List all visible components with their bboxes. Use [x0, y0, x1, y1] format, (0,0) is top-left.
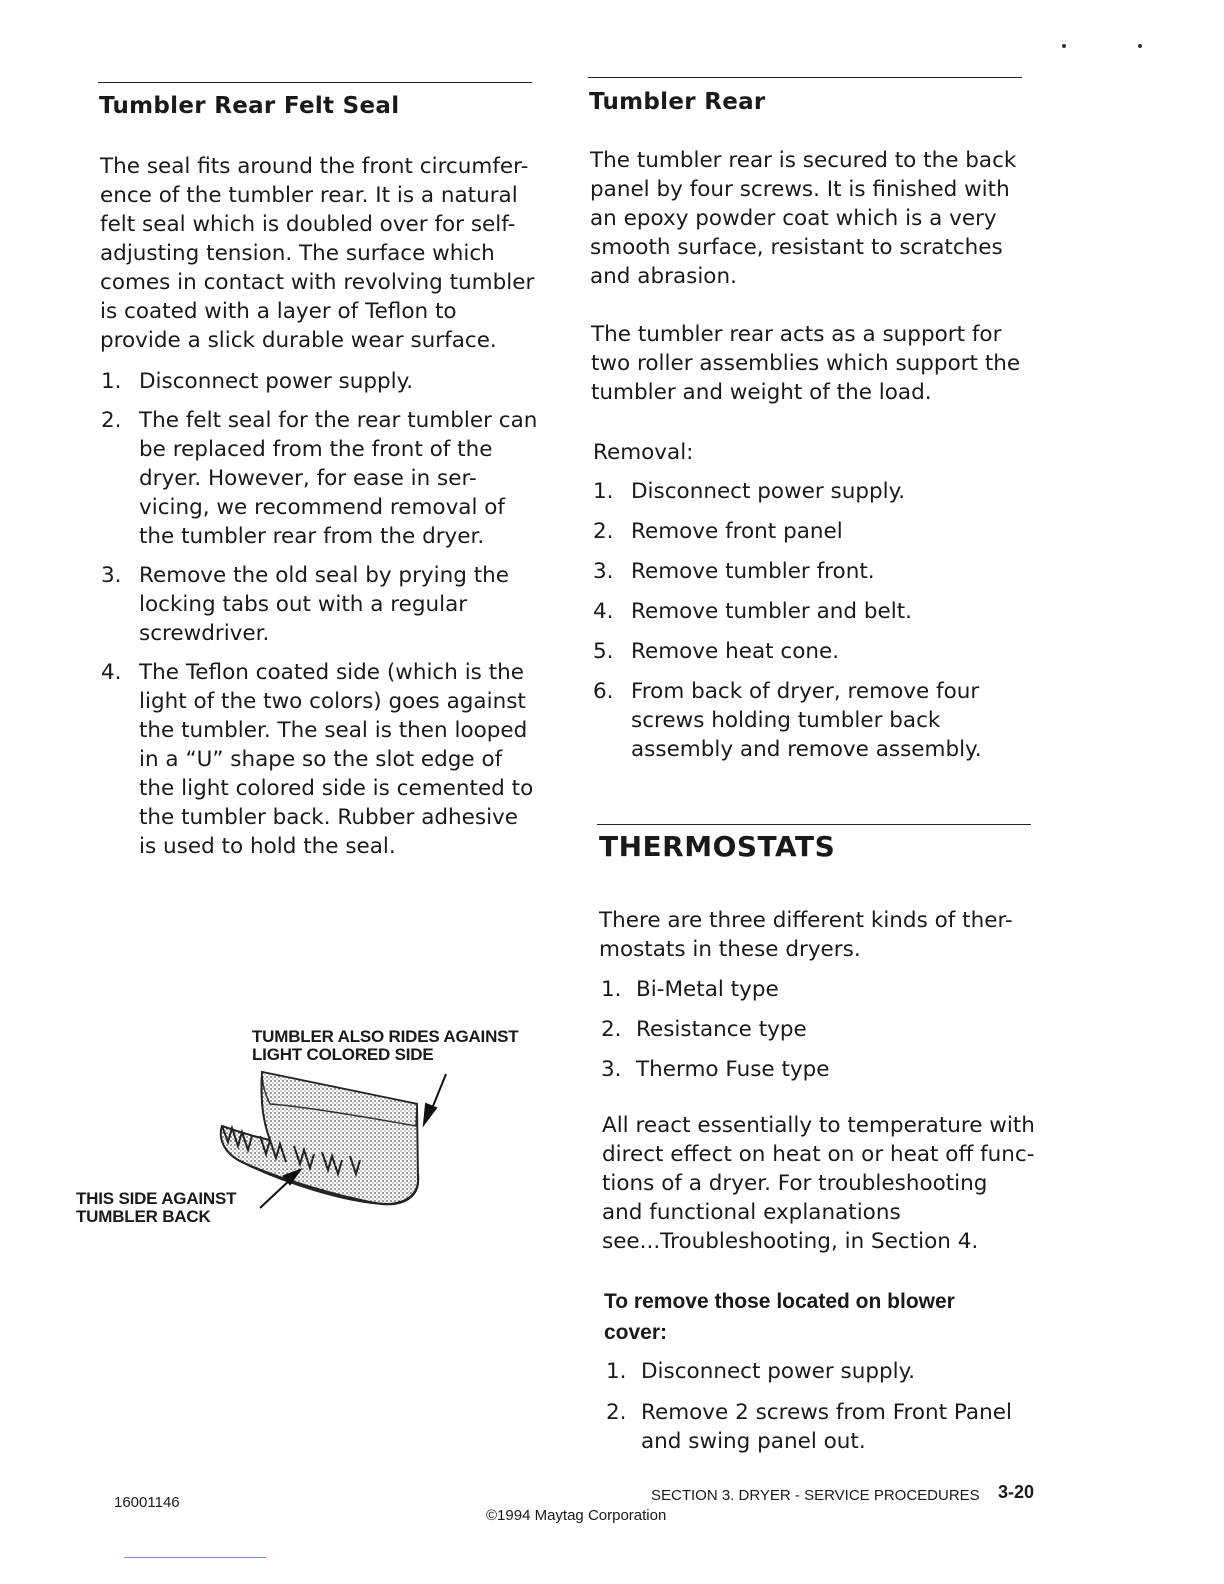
list-number: 1.	[593, 479, 614, 504]
scan-speck	[1062, 44, 1066, 48]
text-line: be replaced from the front of the	[139, 437, 493, 462]
subheading-line: To remove those located on blower	[604, 1290, 955, 1313]
list-number: 6.	[593, 679, 614, 704]
thermostats-heading: THERMOSTATS	[599, 830, 836, 863]
text-line: felt seal which is doubled over for self-	[100, 212, 516, 237]
text-line: Remove 2 screws from Front Panel	[641, 1400, 1012, 1425]
list-item	[593, 677, 982, 764]
text-line: screwdriver.	[139, 621, 270, 646]
text-line: and abrasion.	[590, 264, 737, 289]
list-number: 5.	[593, 639, 614, 664]
text-line: two roller assemblies which support the	[591, 351, 1021, 376]
text-line: in a “U” shape so the slot edge of	[139, 747, 503, 772]
footer-section: SECTION 3. DRYER - SERVICE PROCEDURES	[651, 1487, 980, 1504]
text-line: an epoxy powder coat which is a very	[590, 206, 997, 231]
text-line: All react essentially to temperature with	[602, 1113, 1035, 1138]
text-line: is used to hold the seal.	[139, 834, 396, 859]
thermostats-rule	[597, 824, 1031, 825]
list-item	[101, 561, 537, 648]
text-line: The tumbler rear is secured to the back	[590, 148, 1017, 173]
text-line: Disconnect power supply.	[631, 479, 906, 504]
list-number: 3.	[101, 563, 122, 588]
right-heading: Tumbler Rear	[589, 89, 766, 115]
text-line: screws holding tumbler back	[631, 708, 941, 733]
text-line: and swing panel out.	[641, 1429, 866, 1454]
text-line: The seal fits around the front circumfer-	[100, 154, 529, 179]
text-line: The tumbler rear acts as a support for	[591, 322, 1002, 347]
text-line: comes in contact with revolving tumbler	[100, 270, 535, 295]
list-number: 3.	[601, 1057, 622, 1082]
caption-line: LIGHT COLORED SIDE	[252, 1045, 434, 1064]
text-line: the tumbler rear from the dryer.	[139, 524, 485, 549]
text-line: the light colored side is cemented to	[139, 776, 534, 801]
text-line: Bi-Metal type	[636, 977, 779, 1002]
text-line: is coated with a layer of Teflon to	[100, 299, 457, 324]
doc-number: 16001146	[114, 1494, 180, 1511]
text-line: assembly and remove assembly.	[631, 737, 982, 762]
text-line: provide a slick durable wear surface.	[100, 328, 497, 353]
list-item	[593, 557, 982, 586]
text-line: light of the two colors) goes against	[139, 689, 526, 714]
text-line: the tumbler back. Rubber adhesive	[139, 805, 519, 830]
caption-line: THIS SIDE AGAINST	[76, 1189, 237, 1208]
list-item	[606, 1357, 1012, 1386]
removal-steps	[593, 477, 982, 764]
text-line: dryer. However, for ease in ser-	[139, 466, 477, 491]
list-number: 1.	[601, 977, 622, 1002]
blower-subheading	[604, 1286, 955, 1348]
text-line: Remove the old seal by prying the	[139, 563, 510, 588]
list-number: 1.	[101, 369, 122, 394]
thermostat-types	[601, 975, 830, 1084]
list-item	[593, 597, 982, 626]
text-line: ence of the tumbler rear. It is a natural	[100, 183, 518, 208]
list-item	[593, 637, 982, 666]
text-line: and functional explanations	[602, 1200, 901, 1225]
text-line: Thermo Fuse type	[636, 1057, 830, 1082]
text-line: direct effect on heat on or heat off func-	[602, 1142, 1035, 1167]
right-heading-rule	[588, 77, 1022, 78]
text-line: There are three different kinds of ther-	[599, 908, 1013, 933]
footer-rule	[124, 1557, 266, 1558]
copyright: ©1994 Maytag Corporation	[486, 1507, 667, 1524]
list-number: 2.	[101, 408, 122, 433]
arrow-icon	[424, 1074, 446, 1124]
text-line: Remove tumbler front.	[631, 559, 875, 584]
list-number: 2.	[593, 519, 614, 544]
list-item	[101, 406, 537, 551]
text-line: Disconnect power supply.	[641, 1359, 916, 1384]
list-item	[101, 658, 537, 861]
left-heading: Tumbler Rear Felt Seal	[99, 93, 400, 119]
text-line: smooth surface, resistant to scratches	[590, 235, 1003, 260]
list-number: 2.	[601, 1017, 622, 1042]
list-item	[601, 975, 830, 1004]
list-number: 3.	[593, 559, 614, 584]
felt-seal-steps	[101, 367, 537, 861]
blower-steps	[606, 1357, 1012, 1456]
list-number: 4.	[101, 660, 122, 685]
text-line: From back of dryer, remove four	[631, 679, 980, 704]
text-line: tions of a dryer. For troubleshooting	[602, 1171, 988, 1196]
page-number: 3-20	[998, 1482, 1035, 1502]
text-line: Disconnect power supply.	[139, 369, 414, 394]
list-item	[601, 1055, 830, 1084]
text-line: Resistance type	[636, 1017, 807, 1042]
text-line: Remove heat cone.	[631, 639, 840, 664]
text-line: Remove tumbler and belt.	[631, 599, 913, 624]
subheading-line: cover:	[604, 1321, 668, 1344]
caption-line: TUMBLER ALSO RIDES AGAINST	[252, 1027, 519, 1046]
text-line: adjusting tension. The surface which	[100, 241, 495, 266]
text-line: locking tabs out with a regular	[139, 592, 468, 617]
text-line: The Teflon coated side (which is the	[139, 660, 525, 685]
text-line: tumbler and weight of the load.	[591, 380, 932, 405]
scan-speck	[1138, 44, 1142, 48]
removal-label: Removal:	[593, 440, 694, 465]
text-line: mostats in these dryers.	[599, 937, 861, 962]
text-line: see...Troubleshooting, in Section 4.	[602, 1229, 979, 1254]
list-item	[606, 1398, 1012, 1456]
list-item	[101, 367, 537, 396]
list-number: 2.	[606, 1400, 627, 1425]
list-item	[601, 1015, 830, 1044]
figure-caption-top	[252, 1028, 519, 1064]
text-line: The felt seal for the rear tumbler can	[139, 408, 538, 433]
felt-seal-illustration	[210, 1064, 460, 1214]
text-line: Remove front panel	[631, 519, 843, 544]
list-number: 1.	[606, 1359, 627, 1384]
caption-line: TUMBLER BACK	[76, 1207, 211, 1226]
text-line: panel by four screws. It is finished with	[590, 177, 1010, 202]
list-number: 4.	[593, 599, 614, 624]
text-line: vicing, we recommend removal of	[139, 495, 505, 520]
text-line: the tumbler. The seal is then looped	[139, 718, 528, 743]
left-heading-rule	[98, 82, 532, 83]
list-item	[593, 517, 982, 546]
list-item	[593, 477, 982, 506]
